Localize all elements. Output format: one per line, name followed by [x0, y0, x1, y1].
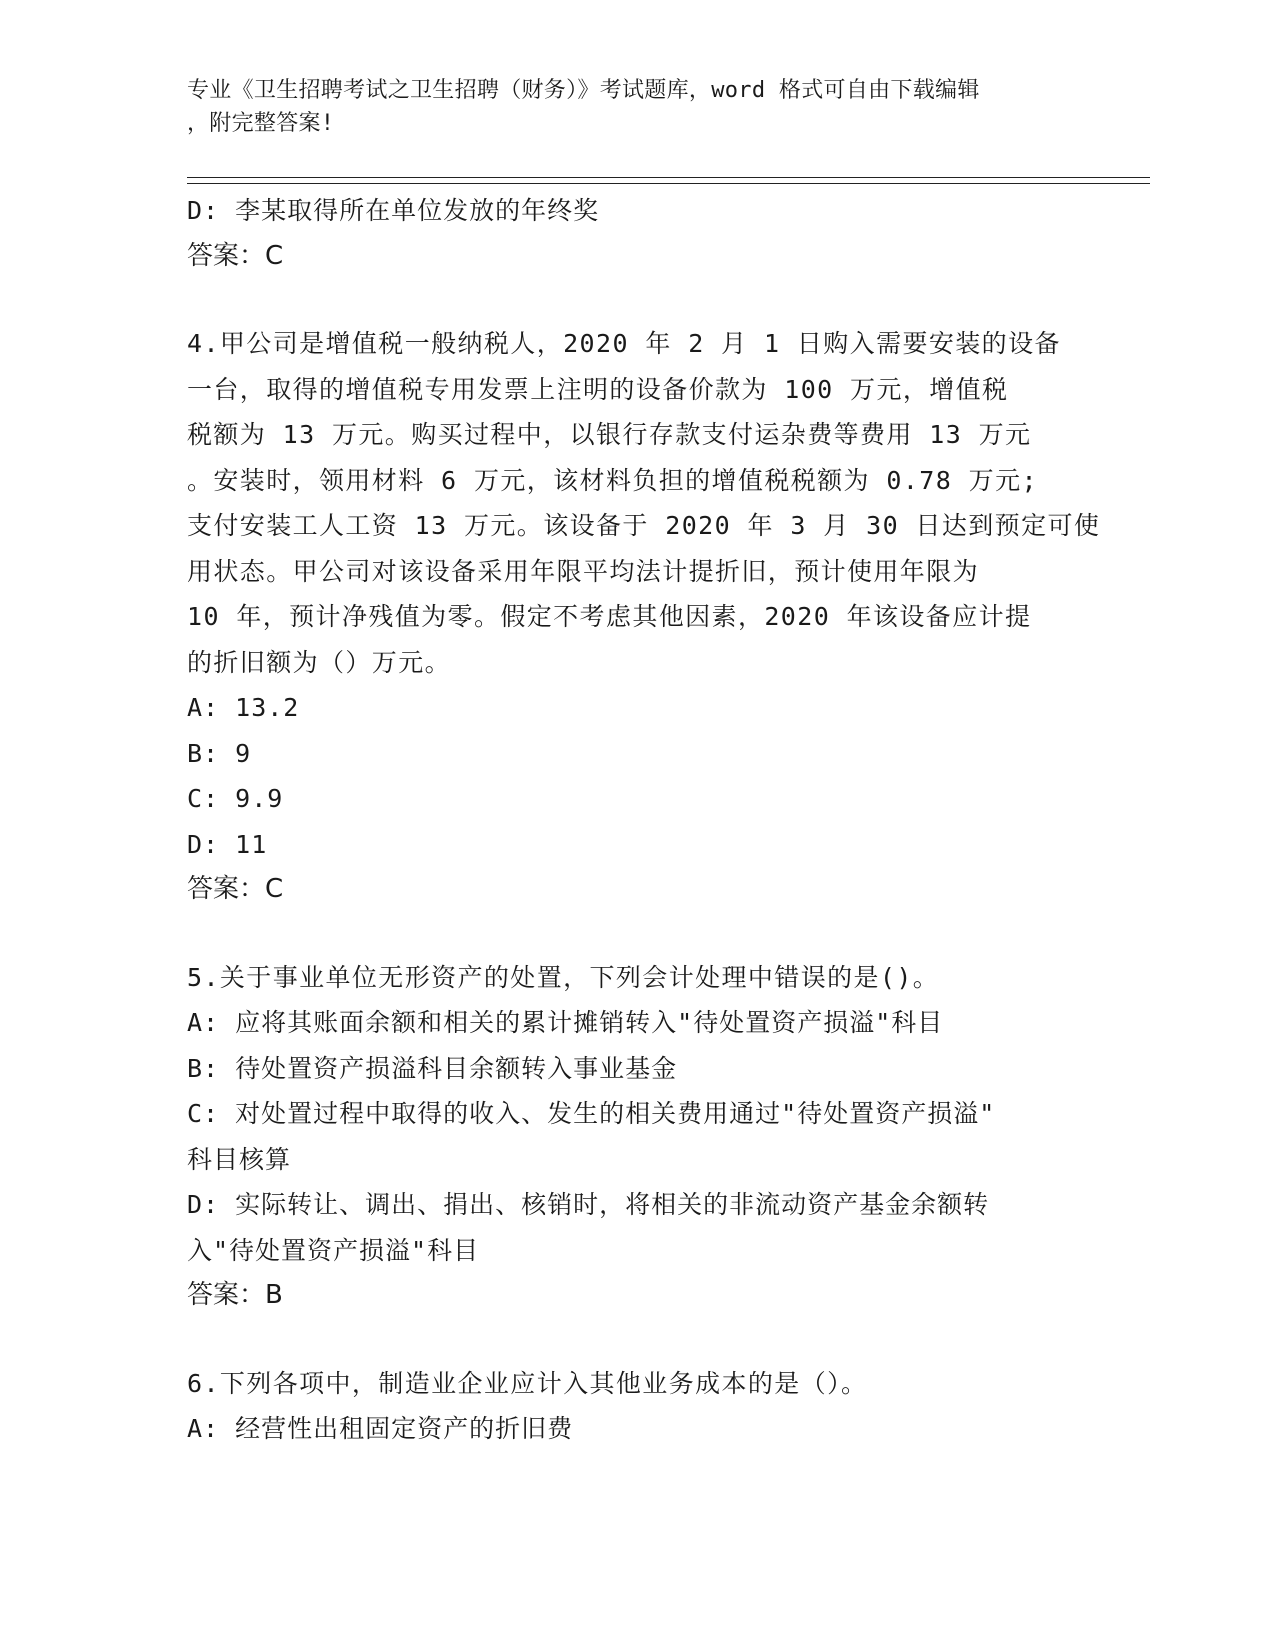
q5-question: 5.关于事业单位无形资产的处置，下列会计处理中错误的是()。: [187, 962, 940, 992]
q4-text-line: 的折旧额为（）万元。: [187, 647, 452, 677]
q6-option-a: A: 经营性出租固定资产的折旧费: [187, 1414, 574, 1443]
q5-option-c-cont: 科目核算: [187, 1144, 292, 1174]
q4-answer: 答案：C: [187, 874, 284, 904]
q4-text-line: 用状态。甲公司对该设备采用年限平均法计提折旧，预计使用年限为: [187, 556, 980, 586]
question-3-tail: [187, 188, 1087, 279]
q4-text-line: 。安装时，领用材料 6 万元，该材料负担的增值税税额为 0.78 万元;: [187, 465, 1038, 495]
q4-text-line: 支付安装工人工资 13 万元。该设备于 2020 年 3 月 30 日达到预定可使: [187, 511, 1101, 540]
header-divider-bottom: [187, 183, 1150, 184]
header-line-1: 专业《卫生招聘考试之卫生招聘（财务）》考试题库，word 格式可自由下载编辑: [187, 78, 980, 103]
q3-answer: 答案：C: [187, 240, 284, 271]
q4-option-c: C: 9.9: [187, 784, 284, 813]
q5-option-b: B: 待处置资产损溢科目余额转入事业基金: [187, 1053, 678, 1083]
q4-text-line: 一台，取得的增值税专用发票上注明的设备价款为 100 万元，增值税: [187, 374, 1009, 404]
document-body: [187, 188, 1101, 1452]
q5-answer: 答案：B: [187, 1280, 283, 1310]
header-line-2: ，附完整答案!: [187, 111, 335, 136]
q4-text-line: 4.甲公司是增值税一般纳税人，2020 年 2 月 1 日购入需要安装的设备: [187, 329, 1061, 358]
q4-text-line: 10 年，预计净残值为零。假定不考虑其他因素，2020 年该设备应计提: [187, 602, 1032, 631]
q4-option-b: B: 9: [187, 738, 252, 768]
spacer: [187, 1319, 1087, 1361]
q6-question: 6.下列各项中，制造业企业应计入其他业务成本的是（）。: [187, 1368, 868, 1398]
question-5: [187, 955, 1087, 1319]
q4-option-d: D: 11: [187, 829, 268, 859]
q5-option-a: A: 应将其账面余额和相关的累计摊销转入"待处置资产损溢"科目: [187, 1008, 944, 1037]
q3-option-d: D: 李某取得所在单位发放的年终奖: [187, 196, 600, 225]
q5-option-d: D: 实际转让、调出、捐出、核销时，将相关的非流动资产基金余额转: [187, 1190, 990, 1219]
q5-option-d-cont: 入"待处置资产损溢"科目: [187, 1235, 480, 1265]
q5-option-c: C: 对处置过程中取得的收入、发生的相关费用通过"待处置资产损溢": [187, 1099, 996, 1128]
spacer: [187, 913, 1087, 955]
q4-option-a: A: 13.2: [187, 693, 300, 722]
document-header: [187, 74, 1067, 140]
question-4: [187, 321, 1101, 913]
spacer: [187, 279, 1087, 321]
header-divider-top: [187, 177, 1150, 178]
q4-text-line: 税额为 13 万元。购买过程中，以银行存款支付运杂费等费用 13 万元: [187, 420, 1032, 449]
question-6: [187, 1361, 1087, 1452]
